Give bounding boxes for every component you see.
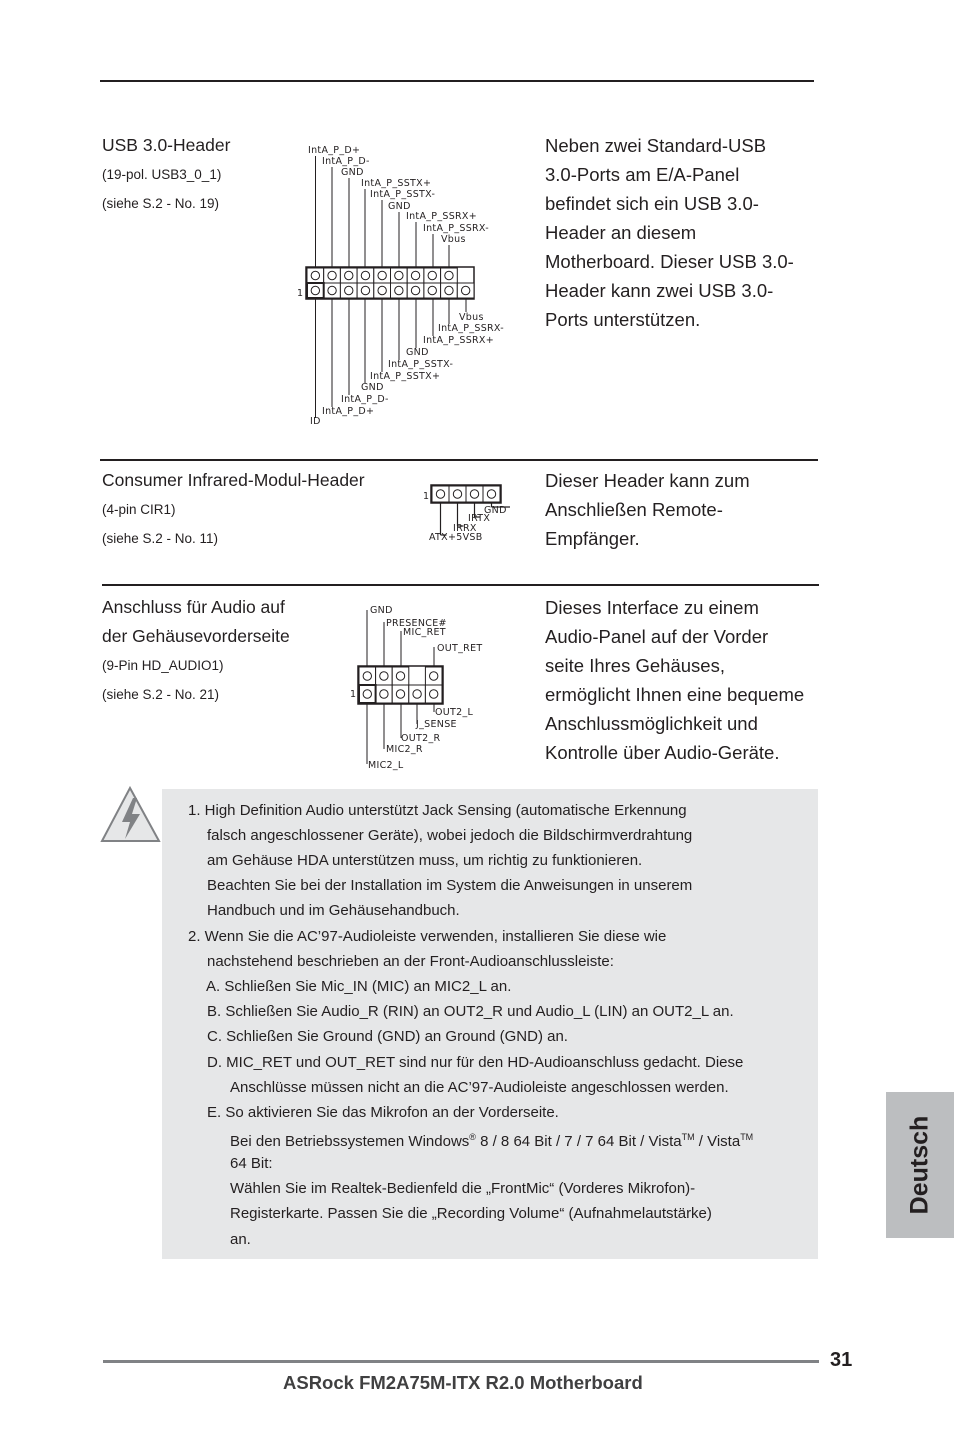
note-line: am Gehäuse HDA unterstützen muss, um richtig zu funktionieren. [207, 852, 643, 869]
usb-pin-hole [328, 271, 336, 279]
usb-pin-label: IntA_P_D- [341, 394, 389, 405]
desc-line: seite Ihres Gehäuses, [545, 655, 725, 676]
cir-pin-label: IRTX [468, 513, 491, 524]
cir-pin-hole [453, 490, 461, 498]
cir-header-title: Consumer Infrared-Modul-Header [102, 470, 365, 490]
audio-pin-label: OUT_RET [437, 643, 483, 654]
audio-pin-label: OUT2_L [435, 707, 474, 718]
usb-pin-hole [311, 286, 319, 294]
page-number: 31 [830, 1349, 853, 1371]
note-line: Wählen Sie im Realtek-Bedienfeld die „FrontMic“ (Vorderes Mikrofon)- [230, 1180, 696, 1197]
desc-line: Header kann zwei USB 3.0- [545, 280, 774, 301]
note-line: nachstehend beschrieben an der Front-Audioanschlussleiste: [207, 953, 614, 970]
cir-header-description [545, 466, 750, 553]
desc-line: Empfänger. [545, 528, 640, 549]
audio-pin-label: J_SENSE [416, 719, 457, 730]
usb-pin-label: GND [341, 167, 364, 178]
usb-header-reference: (siehe S.2 - No. 19) [102, 196, 220, 211]
audio-header-pin-count: (9-Pin HD_AUDIO1) [102, 658, 224, 673]
audio-pin-hole [363, 690, 371, 698]
desc-line: Anschlussmöglichkeit und [545, 713, 758, 734]
note-line: 1. High Definition Audio unterstützt Jack Sensing (automatische Erkennung [188, 802, 687, 819]
usb-pin-hole [378, 286, 386, 294]
desc-line: Neben zwei Standard-USB [545, 135, 767, 156]
audio-pin-hole [396, 690, 404, 698]
note-line: D. MIC_RET und OUT_RET sind nur für den HD-Audioanschluss gedacht. Diese [207, 1054, 744, 1071]
cir-pin1-marker: 1 [423, 491, 430, 502]
desc-line: befindet sich ein USB 3.0- [545, 193, 759, 214]
cir-pin-label: IRRX [453, 523, 477, 534]
usb-pin-hole [395, 271, 403, 279]
warning-icon [100, 784, 162, 846]
usb-pin-hole [411, 271, 419, 279]
usb-header-title: USB 3.0-Header [102, 135, 231, 155]
desc-line: Header an diesem [545, 222, 697, 243]
trademark-mark: TM [740, 1132, 754, 1142]
language-tab-label: Deutsch [905, 1115, 934, 1215]
note-line: B. Schließen Sie Audio_R (RIN) an OUT2_R und Audio_L (LIN) an OUT2_L an. [207, 1003, 734, 1020]
footer-rule [103, 1360, 819, 1363]
usb-header-pinout-diagram [296, 142, 526, 432]
usb-pin-label: GND [361, 382, 384, 393]
cir-header-pinout-diagram [422, 483, 522, 545]
title-line: Anschluss für Audio auf [102, 597, 285, 617]
usb-header-pin-count: (19-pol. USB3_0_1) [102, 167, 222, 182]
os-text: Bei den Betriebssystemen Windows [230, 1133, 470, 1150]
audio-pin-hole [430, 672, 438, 680]
note-line: 64 Bit: [230, 1155, 273, 1172]
audio-pin-label: MIC2_L [368, 760, 404, 771]
cir-pin-hole [470, 490, 478, 498]
audio-header-title [102, 593, 290, 651]
usb-pin-hole [411, 286, 419, 294]
usb-pin-label: GND [406, 347, 429, 358]
usb-pin-label: IntA_P_SSRX- [423, 223, 489, 234]
audio-header-description [545, 593, 804, 767]
audio-pin-label: PRESENCE# [386, 618, 447, 629]
audio-pin-label: MIC2_R [386, 744, 423, 755]
usb-pin-hole [328, 286, 336, 294]
cir-pin-hole [487, 490, 495, 498]
usb-pin-label: IntA_P_D+ [308, 145, 361, 156]
usb-pin-label: Vbus [459, 312, 484, 323]
note-line: Handbuch und im Gehäusehandbuch. [207, 902, 460, 919]
top-rule [100, 80, 814, 82]
usb-pin-label: ID [310, 416, 321, 427]
cir-header-reference: (siehe S.2 - No. 11) [102, 531, 219, 546]
desc-line: Dieses Interface zu einem [545, 597, 759, 618]
audio-header-reference: (siehe S.2 - No. 21) [102, 687, 220, 702]
cir-pin-label: ATX+5VSB [429, 532, 483, 543]
usb-pin1-marker: 1 [297, 288, 304, 299]
usb-pin-hole [445, 271, 453, 279]
note-line: 2. Wenn Sie die AC’97-Audioleiste verwenden, installieren Sie diese wie [188, 928, 667, 945]
section-divider [102, 584, 819, 586]
usb-pin-hole [361, 286, 369, 294]
audio-pin-hole [396, 672, 404, 680]
usb-pin-label: IntA_P_SSRX+ [406, 211, 478, 222]
cir-header-pin-count: (4-pin CIR1) [102, 502, 176, 517]
audio-pin-hole [380, 690, 388, 698]
audio-pin1-marker: 1 [350, 689, 357, 700]
cir-pin-label: GND [484, 505, 507, 516]
usb-pin-label: IntA_P_D+ [322, 406, 375, 417]
usb-pin-label: Vbus [441, 234, 466, 245]
desc-line: Motherboard. Dieser USB 3.0- [545, 251, 794, 272]
note-line: Registerkarte. Passen Sie die „Recording Volume“ (Aufnahmelautstärke) [230, 1205, 712, 1222]
audio-header-pinout-diagram [348, 600, 498, 775]
audio-pin-hole [363, 672, 371, 680]
usb-pin-hole [361, 271, 369, 279]
usb-pin-label: IntA_P_SSTX+ [361, 178, 432, 189]
usb-pin-hole [428, 286, 436, 294]
usb-pin-hole [345, 271, 353, 279]
usb-pin-label: IntA_P_SSRX+ [423, 335, 495, 346]
section-divider [100, 459, 818, 461]
usb-pin-hole [311, 271, 319, 279]
usb-pin-label: IntA_P_SSTX+ [370, 371, 441, 382]
title-line: der Gehäusevorderseite [102, 626, 290, 646]
note-line: falsch angeschlossener Geräte), wobei jedoch die Bildschirmverdrahtung [207, 827, 693, 844]
registered-mark: ® [469, 1132, 476, 1142]
cir-pin-hole [436, 490, 444, 498]
usb-pin-label: GND [388, 201, 411, 212]
audio-pin-hole [413, 690, 421, 698]
note-line: an. [230, 1231, 251, 1248]
os-text: / Vista [694, 1133, 741, 1150]
usb-pin-hole [445, 286, 453, 294]
desc-line: Anschließen Remote- [545, 499, 723, 520]
usb-pin-label: IntA_P_SSRX- [438, 323, 504, 334]
audio-pin-label: GND [370, 605, 393, 616]
usb-pin-hole [461, 286, 469, 294]
desc-line: Ports unterstützen. [545, 309, 701, 330]
usb-pin-hole [428, 271, 436, 279]
desc-line: Dieser Header kann zum [545, 470, 750, 491]
usb-pin-hole [345, 286, 353, 294]
desc-line: 3.0-Ports am E/A-Panel [545, 164, 740, 185]
note-line: E. So aktivieren Sie das Mikrofon an der Vorderseite. [207, 1104, 559, 1121]
usb-pin-label: IntA_P_D- [322, 156, 370, 167]
note-line-os [230, 1125, 753, 1155]
usb-pin-label: IntA_P_SSTX- [388, 359, 454, 370]
note-line: Beachten Sie bei der Installation im System die Anweisungen in unserem [207, 877, 693, 894]
trademark-mark: TM [681, 1132, 695, 1142]
audio-pin-label: OUT2_R [401, 733, 441, 744]
audio-pin-hole [430, 690, 438, 698]
audio-pin-hole [380, 672, 388, 680]
note-line: C. Schließen Sie Ground (GND) an Ground (GND) an. [207, 1028, 568, 1045]
note-line: A. Schließen Sie Mic_IN (MIC) an MIC2_L an. [206, 978, 512, 995]
language-tab [886, 1092, 954, 1238]
note-line: Anschlüsse müssen nicht an die AC’97-Audioleiste angeschlossen werden. [230, 1079, 729, 1096]
desc-line: Audio-Panel auf der Vorder [545, 626, 769, 647]
footer-title: ASRock FM2A75M-ITX R2.0 Motherboard [283, 1372, 643, 1393]
usb-pin-label: IntA_P_SSTX- [370, 189, 436, 200]
usb-pin-hole [378, 271, 386, 279]
usb-pin-hole [395, 286, 403, 294]
os-text: 8 / 8 64 Bit / 7 / 7 64 Bit / Vista [475, 1133, 682, 1150]
desc-line: ermöglicht Ihnen eine bequeme [545, 684, 805, 705]
desc-line: Kontrolle über Audio-Geräte. [545, 742, 780, 763]
audio-pin-label: MIC_RET [403, 627, 446, 638]
usb-header-description [545, 131, 794, 334]
